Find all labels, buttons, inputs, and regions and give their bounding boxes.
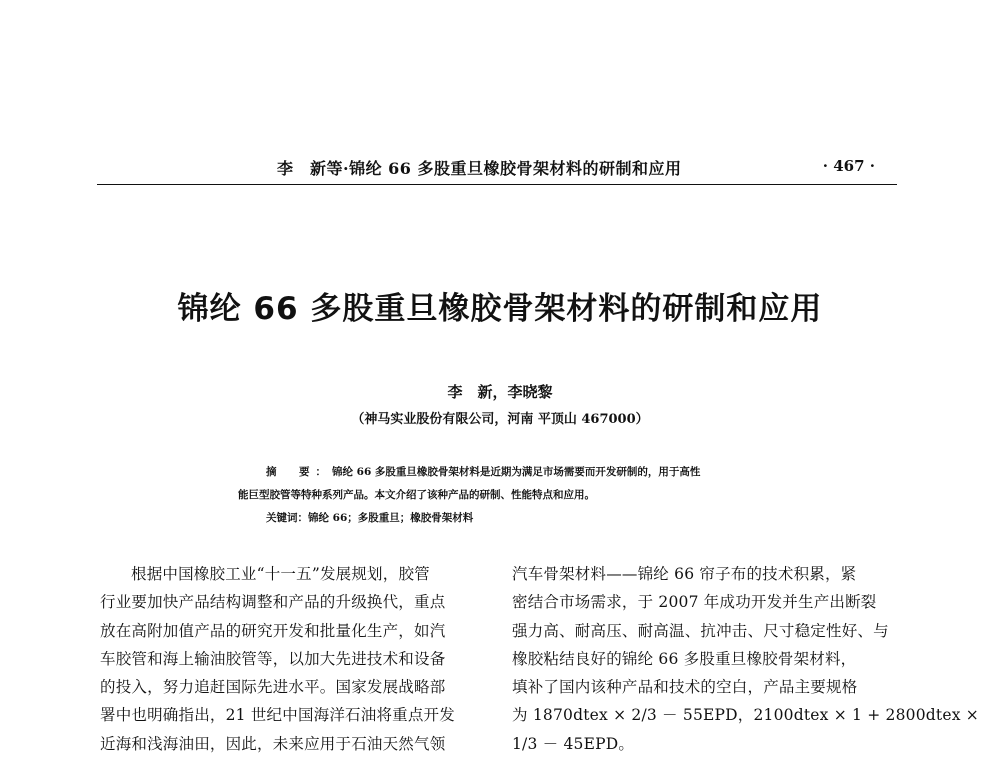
keywords-text: 锦纶 66；多股重旦；橡胶骨架材料 [308, 512, 474, 524]
keywords-label: 关键词： [266, 512, 308, 524]
body-line: 填补了国内该种产品和技术的空白，产品主要规格 [512, 678, 858, 697]
body-line: 汽车骨架材料——锦纶 66 帘子布的技术积累，紧 [512, 565, 857, 583]
body-line: 近海和浅海油田，因此，未来应用于石油天然气领 [100, 734, 446, 753]
running-head [97, 148, 897, 185]
abstract-label: 摘 要： [266, 466, 332, 478]
body-line: 根据中国橡胶工业“十一五”发展规划，胶管 [131, 565, 430, 583]
body-line: 车胶管和海上输油胶管等，以加大先进技术和设备 [100, 649, 446, 668]
abstract-text-1: 锦纶 66 多股重旦橡胶骨架材料是近期为满足市场需要而开发研制的，用于高性 [332, 466, 701, 478]
body-left-column [100, 560, 472, 758]
body-line: 署中也明确指出，21 世纪中国海洋石油将重点开发 [100, 706, 455, 725]
article-title: 锦纶 66 多股重旦橡胶骨架材料的研制和应用 [177, 291, 823, 327]
abstract-line-1 [238, 461, 798, 484]
body-line: 橡胶粘结良好的锦纶 66 多股重旦橡胶骨架材料， [512, 649, 857, 668]
body-line: 行业要加快产品结构调整和产品的升级换代，重点 [100, 593, 446, 612]
running-title: 李 新等·锦纶 66 多股重旦橡胶骨架材料的研制和应用 [277, 159, 682, 178]
body-line: 1/3 － 45EPD。 [512, 734, 635, 753]
affiliation: （神马实业股份有限公司，河南 平顶山 467000） [351, 412, 649, 427]
body-right-column [512, 560, 979, 758]
keywords-line [238, 507, 798, 530]
abstract-line-2: 能巨型胶管等特种系列产品。本文介绍了该种产品的研制、性能特点和应用。 [238, 489, 595, 501]
body-line: 密结合市场需求，于 2007 年成功开发并生产出断裂 [512, 593, 877, 612]
body-line: 放在高附加值产品的研究开发和批量化生产，如汽 [100, 621, 446, 640]
authors: 李 新，李晓黎 [447, 383, 553, 401]
body-line: 的投入，努力追赶国际先进水平。国家发展战略部 [100, 678, 446, 697]
page-number: · 467 · [822, 157, 875, 175]
body-line: 为 1870dtex × 2/3 － 55EPD，2100dtex × 1 + 2800dtex × [512, 706, 979, 725]
abstract [238, 461, 798, 530]
body-line: 强力高、耐高压、耐高温、抗冲击、尺寸稳定性好、与 [512, 621, 889, 640]
